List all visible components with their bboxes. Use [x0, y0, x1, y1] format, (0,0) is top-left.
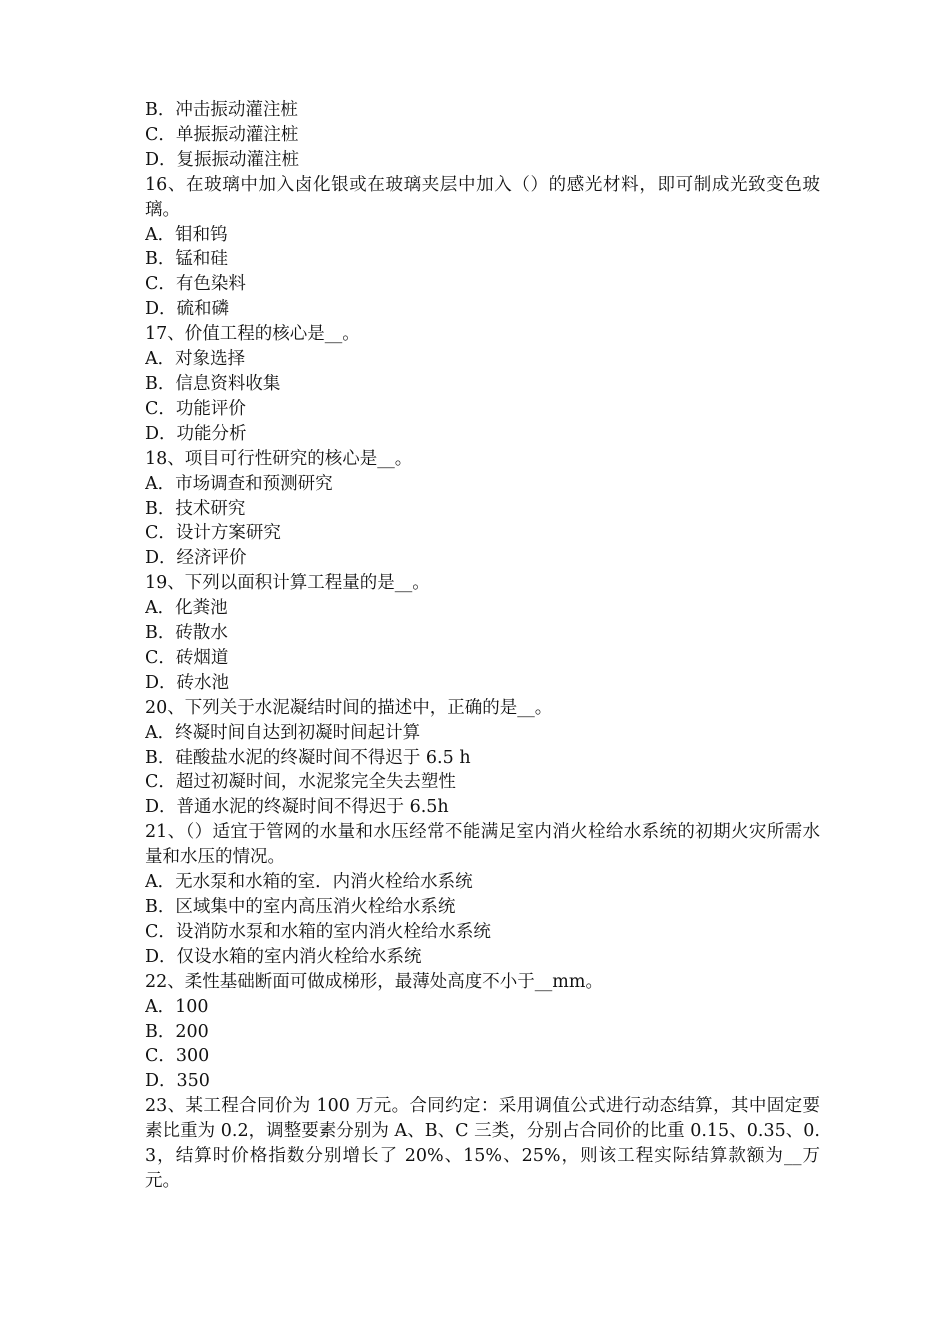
option-b: B．区域集中的室内高压消火栓给水系统: [145, 897, 456, 917]
question-19: 19、下列以面积计算工程量的是__。: [145, 573, 430, 594]
option-d: D．硫和磷: [145, 299, 230, 320]
option-d: D．经济评价: [145, 548, 247, 569]
option-c: C．功能评价: [145, 398, 246, 419]
question-20: 20、下列关于水泥凝结时间的描述中，正确的是__。: [145, 697, 553, 718]
option-c: C．砖烟道: [145, 647, 229, 668]
option-b: B．锰和硅: [145, 249, 228, 270]
option-c: C．设消防水泵和水箱的室内消火栓给水系统: [145, 921, 491, 942]
option-a: A．终凝时间自达到初凝时间起计算: [145, 722, 421, 743]
option-d: D．普通水泥的终凝时间不得迟于 6.5h: [145, 797, 449, 818]
option-a: A．市场调查和预测研究: [145, 473, 333, 494]
question-23: 23、某工程合同价为 100 万元。合同约定：采用调值公式进行动态结算，其中固定要素比重为 0.2，调整要素分别为 A、B、C 三类，分别占合同价的比重 0.15、0.35、0.3，结算时价格指数分别增长了 20%、15%、25%，则该工程实际结算款额为__万元。: [145, 1096, 820, 1191]
document-body: [145, 98, 820, 1194]
question-17: 17、价值工程的核心是__。: [145, 324, 360, 345]
option-d: D．仅设水箱的室内消火栓给水系统: [145, 946, 422, 967]
option-c: C．有色染料: [145, 274, 246, 295]
option-b: B．硅酸盐水泥的终凝时间不得迟于 6.5 h: [145, 747, 471, 768]
option-a: A．100: [145, 996, 209, 1017]
option-c: C．300: [145, 1046, 210, 1067]
option-c: C．超过初凝时间，水泥浆完全失去塑性: [145, 772, 456, 793]
question-21: 21、（）适宜于管网的水量和水压经常不能满足室内消火栓给水系统的初期火灾所需水量和水压的情况。: [145, 822, 820, 868]
question-22: 22、柔性基础断面可做成梯形，最薄处高度不小于__mm。: [145, 971, 603, 992]
option-c: C．设计方案研究: [145, 523, 281, 544]
option-b: B．200: [145, 1021, 209, 1042]
option-c: C．单振振动灌注桩: [145, 124, 299, 145]
option-d: D．砖水池: [145, 672, 230, 693]
question-18: 18、项目可行性研究的核心是__。: [145, 448, 413, 469]
option-a: A．无水泵和水箱的室．内消火栓给水系统: [145, 872, 473, 893]
option-d: D．功能分析: [145, 423, 247, 444]
option-d: D．350: [145, 1071, 210, 1092]
option-d: D．复振振动灌注桩: [145, 149, 300, 170]
option-b: B．冲击振动灌注桩: [145, 100, 298, 120]
option-b: B．信息资料收集: [145, 373, 281, 394]
option-a: A．对象选择: [145, 349, 246, 370]
option-b: B．砖散水: [145, 623, 228, 644]
option-a: A．钼和钨: [145, 224, 228, 245]
question-16: 16、在玻璃中加入卤化银或在玻璃夹层中加入（）的感光材料，即可制成光致变色玻璃。: [145, 174, 820, 220]
option-a: A．化粪池: [145, 598, 228, 619]
option-b: B．技术研究: [145, 498, 246, 519]
